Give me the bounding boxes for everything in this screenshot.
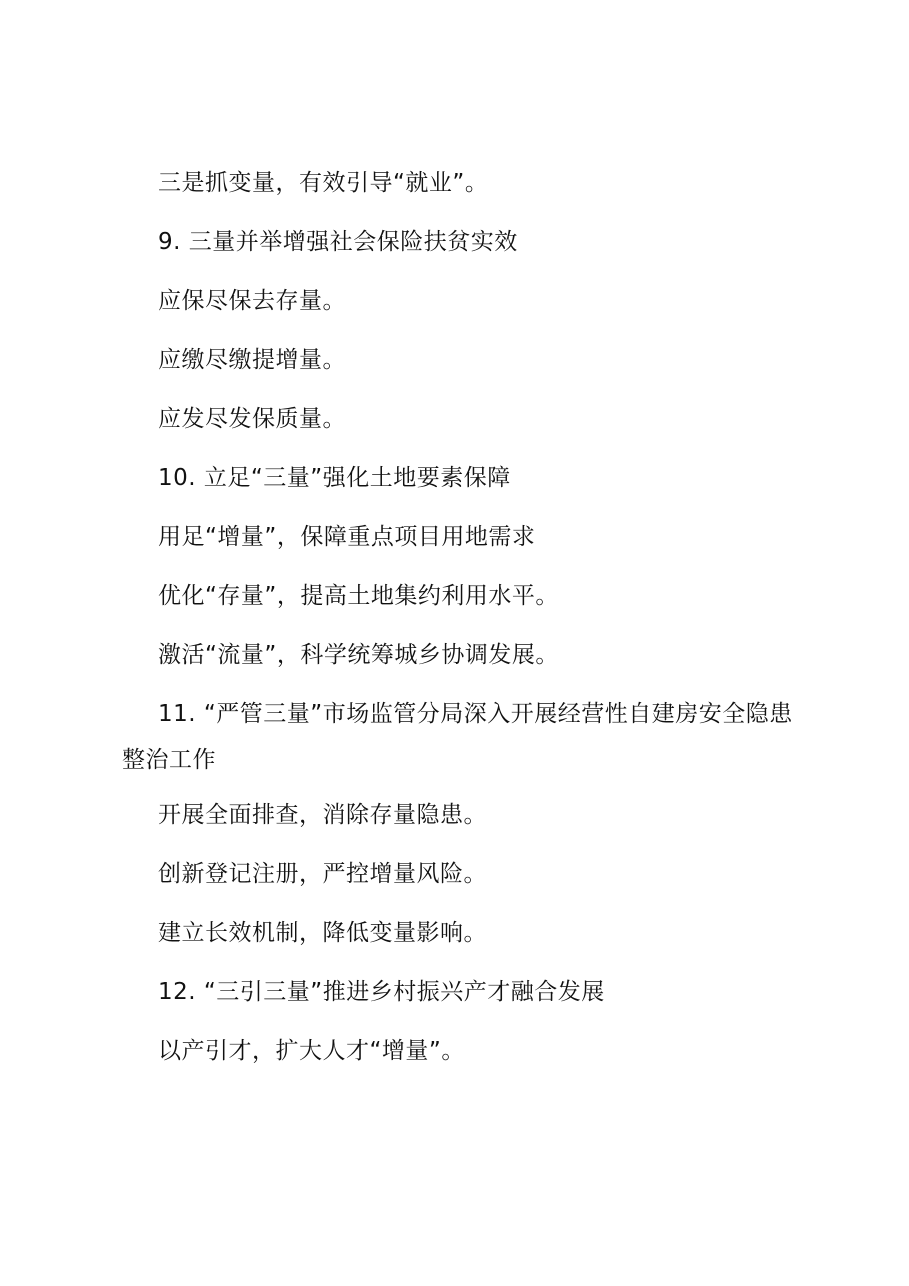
section-heading: 12. “三引三量”推进乡村振兴产才融合发展 <box>158 979 605 1005</box>
paragraph: 创新登记注册，严控增量风险。 <box>158 861 487 887</box>
paragraph: 应保尽保去存量。 <box>158 288 346 314</box>
paragraph: 应缴尽缴提增量。 <box>158 347 346 373</box>
section-heading: 11. “严管三量”市场监管分局深入开展经营性自建房安全隐患整治工作 <box>122 701 793 773</box>
paragraph: 用足“增量”，保障重点项目用地需求 <box>158 524 536 550</box>
paragraph: 建立长效机制，降低变量影响。 <box>158 920 487 946</box>
paragraph: 以产引才，扩大人才“增量”。 <box>158 1038 465 1064</box>
section-heading: 9. 三量并举增强社会保险扶贫实效 <box>158 229 518 255</box>
paragraph: 优化“存量”，提高土地集约利用水平。 <box>158 583 559 609</box>
paragraph: 开展全面排查，消除存量隐患。 <box>158 802 487 828</box>
document-body <box>122 164 812 1091</box>
paragraph: 激活“流量”，科学统筹城乡协调发展。 <box>158 642 559 668</box>
paragraph: 三是抓变量，有效引导“就业”。 <box>158 170 489 196</box>
paragraph: 应发尽发保质量。 <box>158 406 346 432</box>
section-heading: 10. 立足“三量”强化土地要素保障 <box>158 465 511 491</box>
